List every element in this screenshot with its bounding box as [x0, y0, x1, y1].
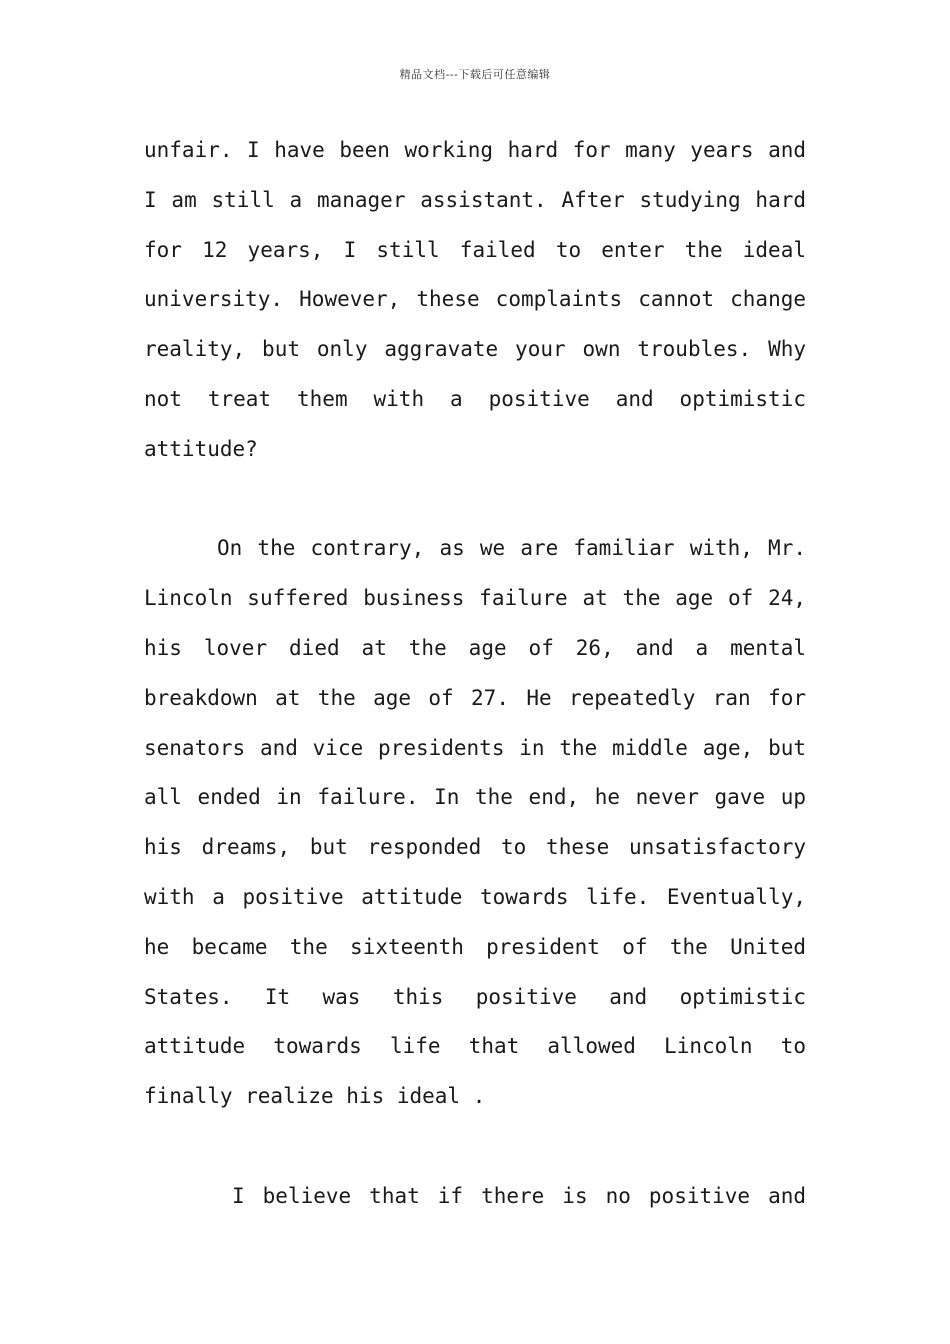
paragraph-1-line-1: unfair. I have been working hard for many years and	[144, 138, 806, 162]
paragraph-2-line-2: Lincoln suffered business failure at the age of 24,	[144, 586, 806, 611]
paragraph-1-line-6: not treat them with a positive and optimistic	[144, 386, 806, 411]
paragraph-1-line-5: reality, but only aggravate your own troubles. Why	[144, 337, 806, 362]
paragraph-spacer	[144, 1122, 806, 1172]
paragraph-2-line-7: his dreams, but responded to these unsatisfactory	[144, 835, 806, 860]
paragraph-2-line-1: On the contrary, as we are familiar with, Mr.	[217, 536, 806, 561]
paragraph-3-line-1: I believe that if there is no positive and	[232, 1183, 806, 1208]
paragraph-2-line-10: States. It was this positive and optimistic	[144, 984, 806, 1009]
paragraph-1-line-7: attitude?	[144, 436, 258, 461]
paragraph-2-line-3: his lover died at the age of 26, and a mental	[144, 635, 806, 660]
paragraph-2-line-4: breakdown at the age of 27. He repeatedly ran for	[144, 685, 806, 710]
paragraph-2-line-11: attitude towards life that allowed Lincoln to	[144, 1034, 806, 1059]
paragraph-2-line-6: all ended in failure. In the end, he never gave up	[144, 785, 806, 810]
paragraph-1-line-4: university. However, these complaints cannot change	[144, 287, 806, 312]
paragraph-2-line-5: senators and vice presidents in the middle age, but	[144, 735, 806, 760]
paragraph-1-line-2: I am still a manager assistant. After studying hard	[144, 187, 806, 212]
paragraph-2-line-8: with a positive attitude towards life. Eventually,	[144, 884, 806, 909]
paragraph-1-line-3: for 12 years, I still failed to enter the ideal	[144, 237, 806, 262]
document-body	[144, 126, 806, 1222]
paragraph-2-line-9: he became the sixteenth president of the United	[144, 934, 806, 959]
page-header: 精品文档---下载后可任意编辑	[399, 68, 551, 81]
paragraph-2-line-12: finally realize his ideal .	[144, 1084, 486, 1109]
paragraph-spacer	[144, 475, 806, 525]
